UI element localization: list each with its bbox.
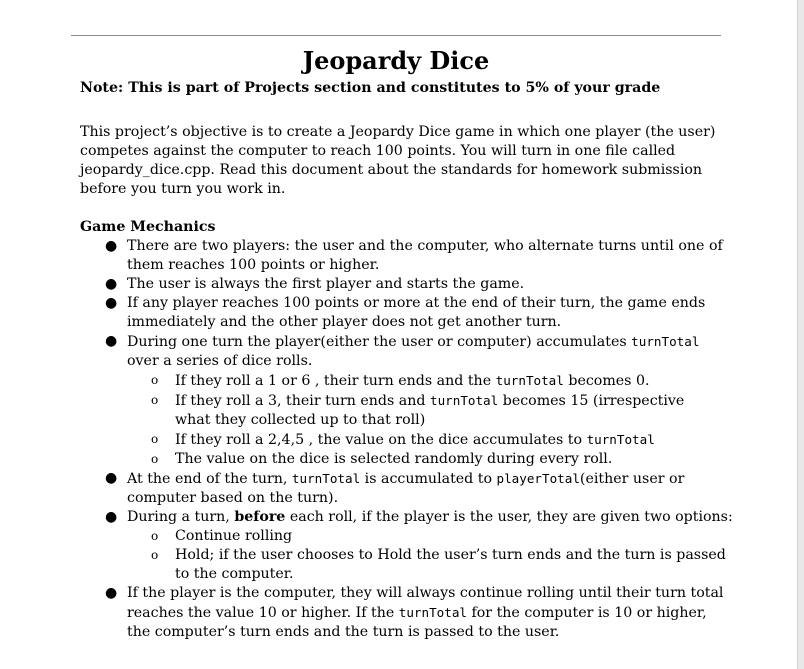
code-text: turnTotal [631, 334, 700, 349]
list-item: ● The user is always the first player and starts the game. [105, 276, 525, 292]
bullet-icon: ● [105, 470, 118, 486]
game-mechanics-list [80, 237, 733, 642]
code-text: turnTotal [586, 432, 655, 447]
list-item: ● There are two players: the user and the computer, who alternate turns until one of them reaches 100 points or higher. [105, 238, 723, 273]
intro-line: competes against the computer to reach 100 points. You will turn in one file called [80, 143, 676, 159]
sub-list-item: o If they roll a 1 or 6 , their turn ends and the turnTotal becomes 0. [151, 373, 650, 389]
code-text: playerTotal [496, 471, 580, 486]
intro-line: jeopardy_dice.cpp. Read this document about the standards for homework submission [80, 162, 703, 178]
grade-note: Note: This is part of Projects section and constitutes to 5% of your grade [80, 80, 661, 96]
intro-paragraph [80, 123, 716, 199]
header-rule [71, 35, 721, 36]
circle-bullet-icon: o [151, 529, 159, 543]
code-text: turnTotal [398, 605, 467, 620]
window-edge [797, 0, 804, 669]
sub-list-item: o Continue rolling [151, 528, 293, 544]
bullet-icon: ● [105, 585, 118, 601]
list-item: ● During a turn, before each roll, if the player is the user, they are given two options: [105, 509, 733, 525]
bullet-icon: ● [105, 238, 118, 254]
sub-list-item: o If they roll a 3, their turn ends and turnTotal becomes 15 (irrespective what they collected up to that roll) [151, 393, 685, 428]
circle-bullet-icon: o [151, 373, 159, 387]
circle-bullet-icon: o [151, 432, 159, 446]
circle-bullet-icon: o [151, 393, 159, 407]
intro-line: This project’s objective is to create a Jeopardy Dice game in which one player (the user) [80, 124, 716, 140]
circle-bullet-icon: o [151, 548, 159, 562]
bullet-icon: ● [105, 295, 118, 311]
list-item: ● During one turn the player(either the user or computer) accumulates turnTotal over a series of dice rolls. [105, 333, 700, 369]
bullet-icon: ● [105, 276, 118, 292]
list-item: ● At the end of the turn, turnTotal is accumulated to playerTotal(either user or computer based on the turn). [105, 470, 685, 506]
list-item: ● If the player is the computer, they will always continue rolling until their turn total reaches the value 10 or higher. If the turnTotal for the computer is 10 or higher, the computer’s turn ends and the turn is passed to the user. [105, 585, 724, 640]
section-heading: Game Mechanics [80, 219, 216, 235]
bullet-icon: ● [105, 333, 118, 349]
circle-bullet-icon: o [151, 452, 159, 466]
code-text: turnTotal [429, 393, 499, 408]
list-item: ● If any player reaches 100 points or more at the end of their turn, the game ends immediately and the other player does not get another turn. [105, 295, 706, 330]
intro-line: before you turn you work in. [80, 181, 286, 197]
bullet-icon: ● [105, 509, 118, 525]
sub-list-item: o The value on the dice is selected randomly during every roll. [151, 451, 613, 467]
code-text: turnTotal [495, 373, 564, 388]
document-title: Jeopardy Dice [302, 46, 490, 75]
sub-list-item: o If they roll a 2,4,5 , the value on the dice accumulates to turnTotal [151, 432, 655, 448]
sub-list-item: o Hold; if the user chooses to Hold the user’s turn ends and the turn is passed to the computer. [151, 547, 726, 582]
code-text: turnTotal [291, 471, 361, 486]
